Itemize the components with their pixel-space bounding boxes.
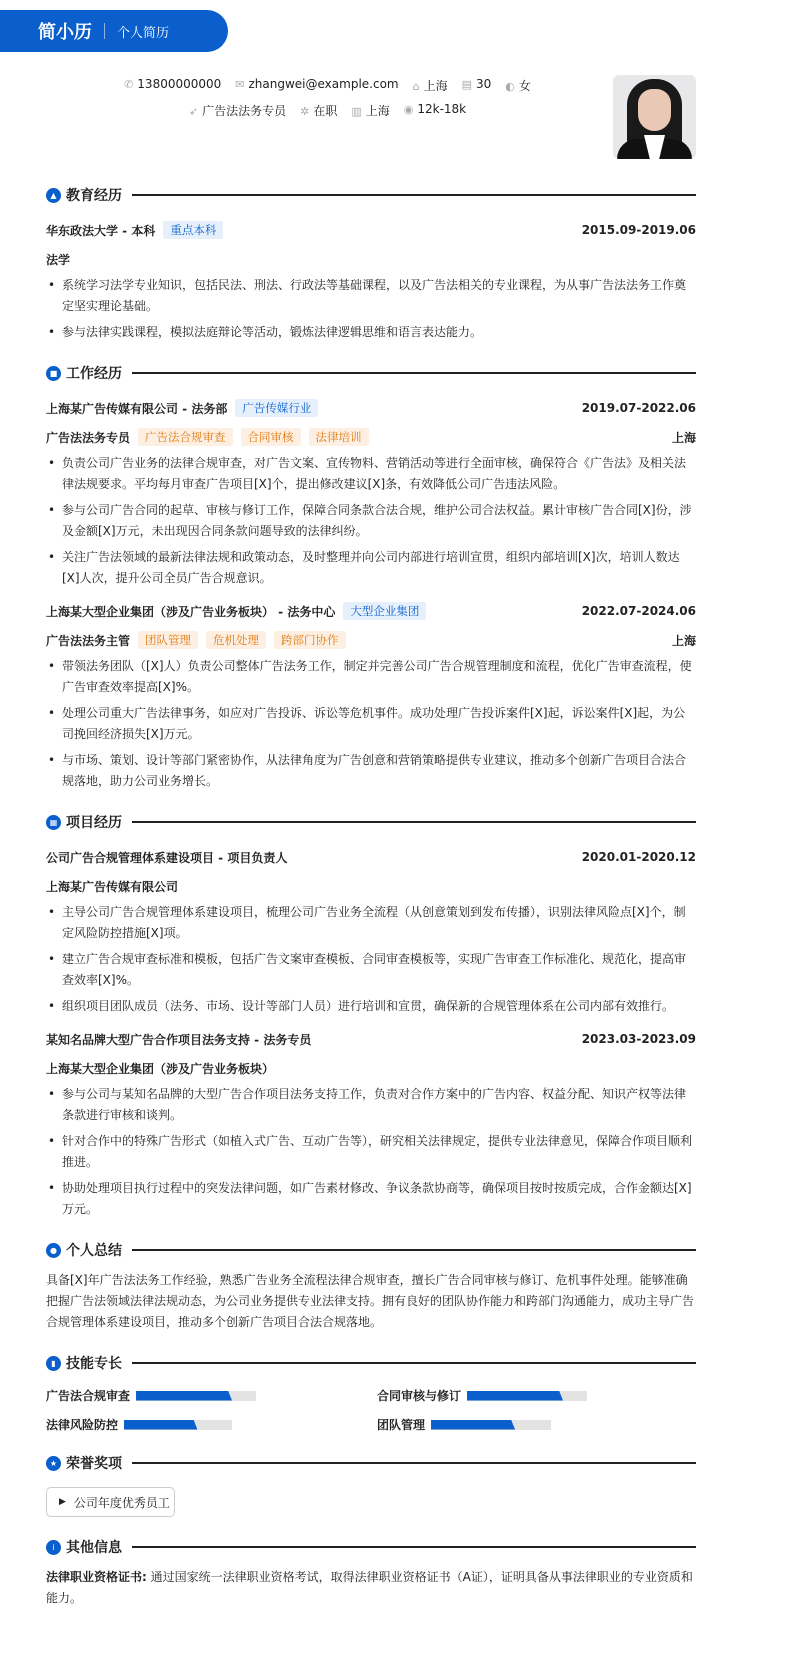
logo: 简小历 [38, 22, 92, 43]
header-subtitle: 个人简历 [117, 25, 170, 41]
list-item: • 主导公司广告合规管理体系建设项目，梳理公司广告业务全流程（从创意策划到发布传播），识别法律风险点[X]个，制定风险防控措施[X]项。 [46, 902, 696, 944]
role: 广告法法务专员 [46, 430, 131, 445]
section-summary [46, 1240, 696, 1260]
medal-icon: ★ [46, 1456, 61, 1471]
other-label: 法律职业资格证书: [46, 1570, 147, 1584]
skill-bar [467, 1391, 587, 1401]
list-item: • 参与法律实践课程，模拟法庭辩论等活动，锻炼法律逻辑思维和语言表达能力。 [46, 322, 696, 343]
date: 2022.07-2024.06 [581, 604, 696, 618]
tag: 跨部门协作 [274, 631, 346, 649]
list-item: • 负责公司广告业务的法律合规审查，对广告文案、宣传物料、营销活动等进行全面审核，确保符合《广告法》及相关法律法规要求。平均每月审查广告项目[X]个，提出修改建议[X]条，有效降低公司广告违法风险。 [46, 453, 696, 495]
tag: 重点本科 [163, 221, 223, 239]
skill-bar [136, 1391, 256, 1401]
work-header [46, 398, 696, 418]
play-icon: ▶ [59, 1497, 66, 1507]
position-value: 广告法法务专员 [202, 104, 287, 118]
skill-item [377, 1416, 696, 1433]
send-icon: ➶ [188, 105, 199, 118]
award-item [46, 1487, 175, 1517]
email-value: zhangwei@example.com [248, 77, 399, 91]
city: 上海 [671, 633, 696, 648]
briefcase-icon: ■ [46, 366, 61, 381]
date: 2023.03-2023.09 [581, 1032, 696, 1046]
other-text: 通过国家统一法律职业资格考试，取得法律职业资格证书（A证），证明具备从事法律职业的专业资质和能力。 [46, 1570, 693, 1605]
list-item: • 关注广告法领域的最新法律法规和政策动态，及时整理并向公司内部进行培训宣贯，组织内部培训[X]次，培训人数达[X]人次，提升公司全员广告合规意识。 [46, 547, 696, 589]
tag: 团队管理 [138, 631, 198, 649]
major: 法学 [46, 252, 71, 267]
section-title: 技能专长 [66, 1356, 122, 1372]
school: 华东政法大学 - 本科 [46, 223, 156, 238]
money-icon: ◉ [403, 103, 414, 116]
project-header [46, 847, 696, 867]
company: 上海某大型企业集团（涉及广告业务板块） - 法务中心 [46, 604, 336, 619]
building-icon: ▥ [351, 105, 362, 118]
skill-name: 广告法合规审查 [46, 1389, 131, 1403]
list-item: • 带领法务团队（[X]人）负责公司整体广告法务工作，制定并完善公司广告合规管理制度和流程，优化广告审查流程，使广告审查效率提高[X]%。 [46, 656, 696, 698]
skill-bar [124, 1420, 232, 1430]
education-header [46, 220, 696, 240]
project-title: 公司广告合规管理体系建设项目 - 项目负责人 [46, 850, 288, 865]
divider [132, 1462, 696, 1464]
section-skills [46, 1353, 696, 1373]
section-projects [46, 812, 696, 832]
education-bullets [46, 275, 696, 343]
org: 上海某大型企业集团（涉及广告业务板块） [46, 1061, 275, 1076]
divider [132, 1362, 696, 1364]
work-role [46, 630, 696, 650]
skill-bar-fill [467, 1391, 563, 1401]
education-icon: ▲ [46, 188, 61, 203]
list-item: • 组织项目团队成员（法务、市场、设计等部门人员）进行培训和宣贯，确保新的合规管理体系在公司内部有效推行。 [46, 996, 696, 1017]
work-header [46, 601, 696, 621]
city: 上海 [671, 430, 696, 445]
skill-bar-fill [136, 1391, 232, 1401]
project-bullets [46, 1084, 696, 1220]
tag: 法律培训 [309, 428, 369, 446]
skills-grid [46, 1387, 696, 1433]
age-value: 30 [476, 77, 492, 91]
work-bullets [46, 656, 696, 792]
project-org [46, 876, 696, 896]
section-other [46, 1537, 696, 1557]
tag: 危机处理 [206, 631, 266, 649]
list-item: • 处理公司重大广告法律事务，如应对广告投诉、诉讼等危机事件。成功处理广告投诉案件[X]起，诉讼案件[X]起，为公司挽回经济损失[X]万元。 [46, 703, 696, 745]
chart-icon: ▮ [46, 1356, 61, 1371]
award-name: 公司年度优秀员工 [73, 1495, 170, 1510]
grid-icon: ▦ [46, 815, 61, 830]
divider [132, 1546, 696, 1548]
city-value: 上海 [423, 79, 448, 93]
section-awards [46, 1453, 696, 1473]
skill-name: 法律风险防控 [46, 1418, 119, 1432]
tag: 广告法合规审查 [138, 428, 233, 446]
section-title: 教育经历 [66, 188, 122, 204]
tag: 合同审核 [241, 428, 301, 446]
list-item: • 参与公司与某知名品牌的大型广告合作项目法务支持工作，负责对合作方案中的广告内容、权益分配、知识产权等法律条款进行审核和谈判。 [46, 1084, 696, 1126]
summary-text: 具备[X]年广告法法务工作经验，熟悉广告业务全流程法律合规审查，擅长广告合同审核与修订、危机事件处理。能够准确把握广告法领域法律法规动态，为公司业务提供专业法律支持。拥有良好的团队协作能力和跨部门沟通能力，成功主导广告合规管理体系建设项目，推动多个创新广告项目合法合规落地。 [46, 1273, 695, 1329]
company: 上海某广告传媒有限公司 - 法务部 [46, 401, 228, 416]
user-icon: ● [46, 1243, 61, 1258]
list-item: • 建立广告合规审查标准和模板，包括广告文案审查模板、合同审查模板等，实现广告审查工作标准化、规范化，提高审查效率[X]%。 [46, 949, 696, 991]
org: 上海某广告传媒有限公司 [46, 879, 179, 894]
skill-bar [431, 1420, 551, 1430]
date: 2019.07-2022.06 [581, 401, 696, 415]
section-title: 项目经历 [66, 815, 122, 831]
status-value: 在职 [313, 104, 338, 118]
list-item: • 协助处理项目执行过程中的突发法律问题，如广告素材修改、争议条款协商等，确保项目按时按质完成，合作金额达[X]万元。 [46, 1178, 696, 1220]
home-icon: ⌂ [412, 80, 420, 93]
gender-value: 女 [518, 79, 531, 93]
divider [132, 1249, 696, 1251]
section-education [46, 185, 696, 205]
skill-item [46, 1387, 377, 1404]
status-icon: ✲ [300, 105, 310, 118]
work-bullets [46, 453, 696, 589]
project-title: 某知名品牌大型广告合作项目法务支持 - 法务专员 [46, 1032, 312, 1047]
project-org [46, 1058, 696, 1078]
list-item: • 系统学习法学专业知识，包括民法、刑法、行政法等基础课程，以及广告法相关的专业课程，为从事广告法法务工作奠定坚实理论基础。 [46, 275, 696, 317]
project-bullets [46, 902, 696, 1017]
skill-name: 团队管理 [377, 1418, 426, 1432]
project-header [46, 1029, 696, 1049]
cake-icon: ▤ [461, 78, 473, 91]
mail-icon: ✉ [235, 78, 245, 91]
salary-value: 12k-18k [417, 102, 467, 116]
phone-icon: ✆ [124, 78, 134, 91]
divider [132, 821, 696, 823]
skill-bar-fill [124, 1420, 197, 1430]
section-title: 其他信息 [66, 1540, 122, 1556]
date: 2020.01-2020.12 [581, 850, 696, 864]
section-title: 工作经历 [66, 366, 122, 382]
resume-body [46, 0, 696, 1629]
tag: 大型企业集团 [343, 602, 426, 620]
skill-name: 合同审核与修订 [377, 1389, 462, 1403]
section-work [46, 363, 696, 383]
skill-item [46, 1416, 377, 1433]
phone-value: 13800000000 [137, 77, 222, 91]
role: 广告法法务主管 [46, 633, 131, 648]
divider [132, 372, 696, 374]
work-role [46, 427, 696, 447]
list-item: • 与市场、策划、设计等部门紧密协作，从法律角度为广告创意和营销策略提供专业建议，推动多个创新广告项目合法合规落地，助力公司业务增长。 [46, 750, 696, 792]
other-info [46, 1567, 696, 1609]
date: 2015.09-2019.06 [581, 223, 696, 237]
list-item: • 针对合作中的特殊广告形式（如植入式广告、互动广告等），研究相关法律规定，提供专业法律意见，保障合作项目顺利推进。 [46, 1131, 696, 1173]
skill-item [377, 1387, 696, 1404]
major-row [46, 249, 696, 269]
skill-bar-fill [431, 1420, 515, 1430]
list-item: • 参与公司广告合同的起草、审核与修订工作，保障合同条款合法合规，维护公司合法权益。累计审核广告合同[X]份，涉及金额[X]万元，未出现因合同条款问题导致的法律纠纷。 [46, 500, 696, 542]
divider [132, 194, 696, 196]
tag: 广告传媒行业 [235, 399, 318, 417]
section-title: 荣誉奖项 [66, 1456, 122, 1472]
info-icon: i [46, 1540, 61, 1555]
work-city-value: 上海 [365, 104, 390, 118]
gender-icon: ◐ [505, 80, 515, 93]
section-title: 个人总结 [66, 1243, 122, 1259]
